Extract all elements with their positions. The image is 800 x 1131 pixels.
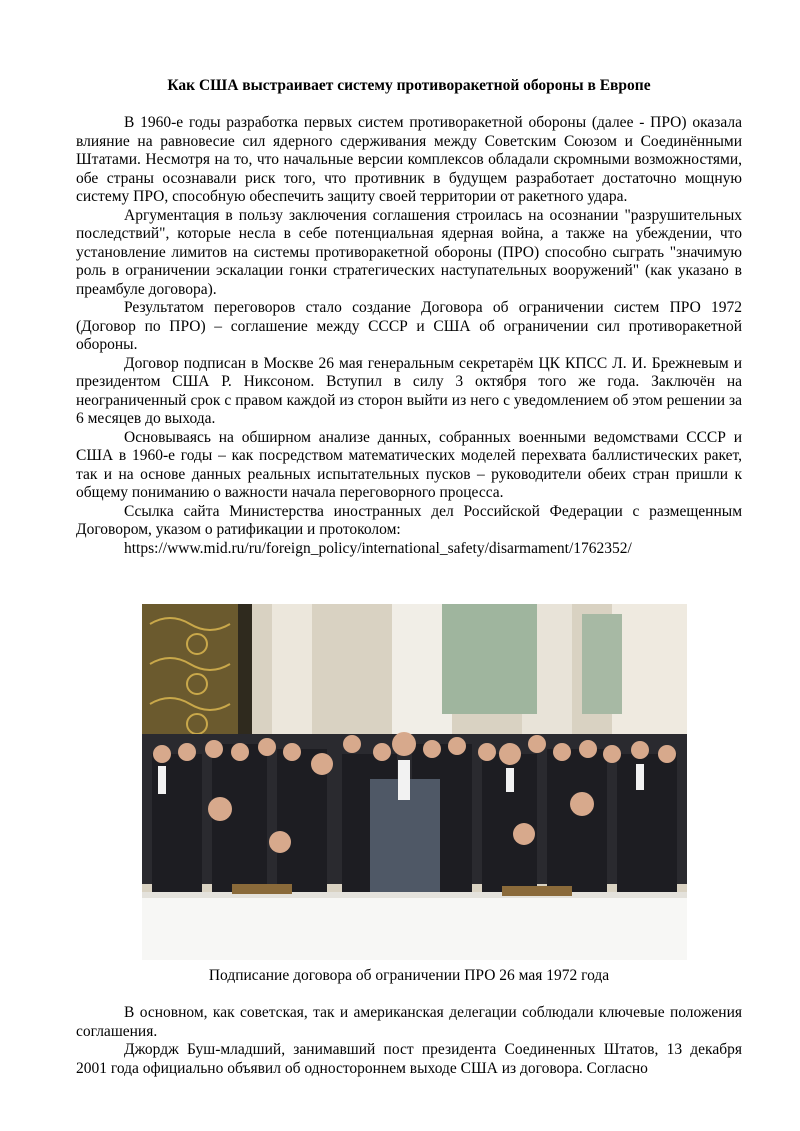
source-link[interactable]: https://www.mid.ru/ru/foreign_policy/international_safety/disarmament/1762352/: [124, 539, 632, 557]
document-body-continued: [76, 1004, 742, 1078]
paragraph-1: В 1960-е годы разработка первых систем противоракетной обороны (далее - ПРО) оказала влияние на равновесие сил ядерного сдерживания между Советским Союзом и Соединёнными Штатами. Несмотря на то, что начальные версии комплексов обладали скромными возможностями, обе страны осознавали риск того, что противник в будущем разработает достаточно мощную систему ПРО, способную обеспечить защиту своей территории от ракетного удара.: [76, 114, 742, 205]
treaty-signing-photo: [142, 604, 687, 960]
document-body: [76, 114, 742, 558]
paragraph-5: Основываясь на обширном анализе данных, собранных военными ведомствами СССР и США в 1960-е годы – как посредством математических моделей перехвата баллистических ракет, так и на основе данных реальных испытательных пусков – руководители обеих стран пришли к общему пониманию о важности начала переговорного процесса.: [76, 428, 742, 501]
paragraph-7: В основном, как советская, так и американская делегации соблюдали ключевые положения соглашения.: [76, 1004, 742, 1040]
paragraph-8: Джордж Буш-младший, занимавший пост президента Соединенных Штатов, 13 декабря 2001 года официально объявил об одностороннем выходе США из договора. Согласно: [76, 1041, 742, 1077]
document-title: Как США выстраивает систему противоракетной обороны в Европе: [167, 77, 651, 94]
paragraph-6: Ссылка сайта Министерства иностранных дел Российской Федерации с размещенным Договором, указом о ратификации и протоколом:: [76, 502, 742, 538]
paragraph-4: Договор подписан в Москве 26 мая генеральным секретарём ЦК КПСС Л. И. Брежневым и президентом США Р. Никсоном. Вступил в силу 3 октября того же года. Заключён на неограниченный срок с правом каждой из сторон выйти из него с уведомлением об этом решении за 6 месяцев до выхода.: [76, 354, 742, 427]
photo-caption: Подписание договора об ограничении ПРО 26 мая 1972 года: [208, 967, 610, 984]
paragraph-2: Аргументация в пользу заключения соглашения строилась на осознании "разрушительных последствий", которые несла в себе потенциальная ядерная война, а также на убеждении, что установление лимитов на системы противоракетной обороны (ПРО) способно сыграть "значимую роль в ограничении эскалации гонки стратегических наступательных вооружений" (как указано в преамбуле договора).: [76, 206, 742, 298]
paragraph-3: Результатом переговоров стало создание Договора об ограничении систем ПРО 1972 (Договор по ПРО) – соглашение между СССР и США об ограничении сил противоракетной обороны.: [76, 299, 742, 353]
